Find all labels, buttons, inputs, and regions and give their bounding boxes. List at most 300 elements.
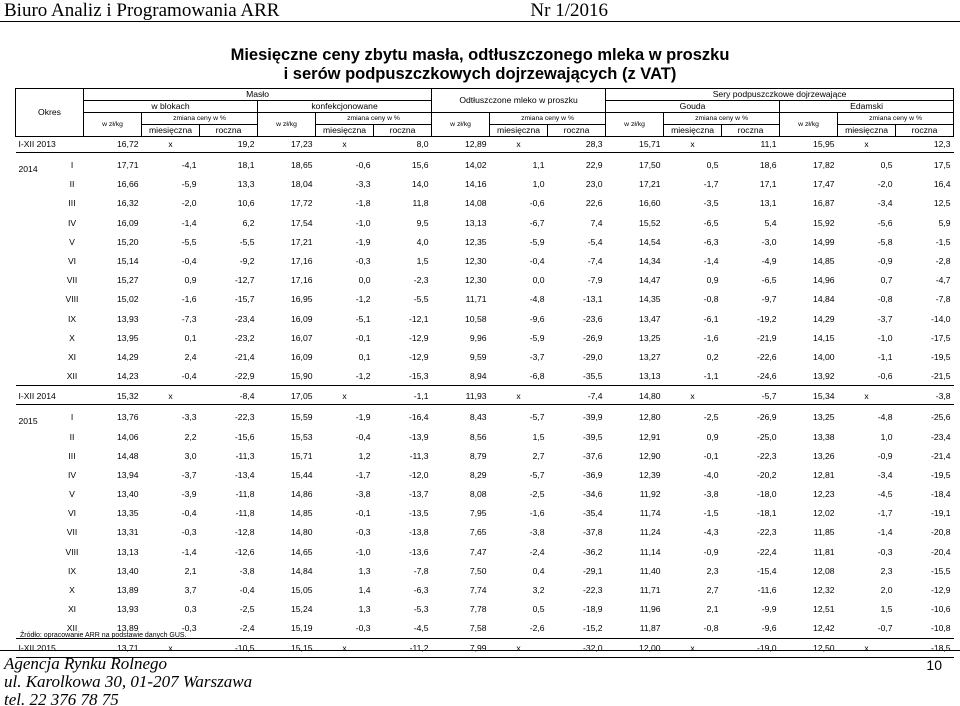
col-header-mleko: Odtłuszczone mleko w proszku bbox=[432, 89, 606, 113]
table-cell: -6,5 bbox=[703, 217, 719, 228]
table-cell: 13,26 bbox=[813, 450, 835, 461]
table-cell: -4,9 bbox=[761, 256, 777, 267]
table-cell: -19,1 bbox=[931, 508, 951, 519]
table-cell: 13,89 bbox=[117, 585, 139, 596]
table-cell: 5,4 bbox=[764, 217, 777, 228]
table-cell: -2,8 bbox=[935, 256, 951, 267]
table-cell: 12,00 bbox=[639, 643, 661, 654]
table-cell: 14,80 bbox=[639, 391, 661, 401]
table-cell: -7,8 bbox=[413, 565, 429, 576]
table-cell: -13,4 bbox=[234, 469, 255, 480]
table-cell: 0,9 bbox=[184, 275, 197, 286]
period-label: I-XII 2013 bbox=[18, 139, 56, 149]
table-cell: x bbox=[168, 391, 173, 401]
table-row bbox=[16, 523, 954, 542]
table-cell: -29,1 bbox=[582, 565, 603, 576]
month-label: VIII bbox=[65, 546, 79, 557]
table-cell: 8,79 bbox=[469, 450, 487, 461]
period-label: I-XII 2015 bbox=[18, 643, 56, 654]
table-row bbox=[16, 427, 954, 446]
table-cell: x bbox=[168, 139, 173, 149]
table-cell: -3,0 bbox=[761, 236, 777, 247]
table-cell: -4,5 bbox=[413, 623, 429, 634]
table-cell: 0,7 bbox=[880, 275, 893, 286]
table-cell: 14,00 bbox=[813, 351, 835, 362]
table-cell: -1,1 bbox=[413, 391, 429, 401]
table-cell: -0,1 bbox=[355, 332, 371, 343]
table-cell: 14,35 bbox=[639, 294, 661, 305]
table-cell: x bbox=[864, 139, 869, 149]
page-number: 10 bbox=[926, 657, 942, 673]
table-cell: 0,1 bbox=[184, 332, 197, 343]
year-label: 2014 bbox=[18, 163, 38, 174]
table-cell: -0,9 bbox=[877, 256, 893, 267]
table-cell: -1,5 bbox=[935, 236, 951, 247]
table-cell: -9,6 bbox=[529, 313, 545, 324]
table-cell: -3,8 bbox=[703, 489, 719, 500]
table-cell: 13,1 bbox=[759, 198, 777, 209]
table-cell: -15,3 bbox=[408, 370, 429, 381]
table-cell: 14,86 bbox=[291, 489, 313, 500]
table-cell: -10,5 bbox=[234, 643, 255, 654]
table-cell: 2,0 bbox=[880, 585, 893, 596]
table-row bbox=[16, 465, 954, 484]
table-cell: -22,3 bbox=[756, 527, 777, 538]
table-cell: 2,7 bbox=[532, 450, 545, 461]
table-cell: -3,5 bbox=[703, 198, 719, 209]
table-cell: 11,1 bbox=[760, 139, 777, 149]
month-label: VI bbox=[67, 508, 77, 519]
month-label: IX bbox=[67, 565, 77, 576]
table-cell: -1,2 bbox=[355, 370, 371, 381]
table-row bbox=[16, 232, 954, 251]
table-cell: -5,1 bbox=[355, 313, 371, 324]
table-cell: 15,44 bbox=[291, 469, 313, 480]
table-cell: -1,6 bbox=[529, 508, 545, 519]
month-label: XI bbox=[67, 604, 77, 615]
table-cell: 1,3 bbox=[358, 604, 371, 615]
table-cell: -2,5 bbox=[529, 489, 545, 500]
table-cell: -5,8 bbox=[877, 236, 893, 247]
table-cell: -1,9 bbox=[355, 412, 371, 423]
table-cell: 3,0 bbox=[184, 450, 197, 461]
table-cell: -1,1 bbox=[877, 351, 893, 362]
table-cell: -21,9 bbox=[756, 332, 777, 343]
table-cell: 14,29 bbox=[117, 351, 139, 362]
table-cell: -22,3 bbox=[234, 412, 255, 423]
month-label: XII bbox=[66, 370, 78, 381]
table-cell: 15,02 bbox=[117, 294, 139, 305]
table-cell: -11,8 bbox=[235, 489, 255, 500]
table-cell: -3,7 bbox=[877, 313, 893, 324]
table-cell: -7,9 bbox=[587, 275, 603, 286]
table-cell: -0,8 bbox=[703, 294, 719, 305]
table-cell: -1,1 bbox=[703, 370, 719, 381]
table-cell: -0,6 bbox=[355, 160, 371, 171]
table-cell: 1,2 bbox=[358, 450, 371, 461]
table-cell: -5,3 bbox=[413, 604, 429, 615]
table-cell: 17,1 bbox=[759, 179, 777, 190]
table-cell: 14,65 bbox=[291, 546, 313, 557]
table-cell: -6,3 bbox=[413, 585, 429, 596]
table-cell: -1,6 bbox=[703, 332, 719, 343]
table-cell: 14,0 bbox=[411, 179, 429, 190]
table-cell: 6,2 bbox=[242, 217, 255, 228]
table-cell: 1,5 bbox=[532, 431, 545, 442]
table-cell: -15,4 bbox=[756, 565, 777, 576]
table-cell: 15,71 bbox=[291, 450, 313, 461]
table-cell: -3,3 bbox=[181, 412, 197, 423]
table-cell: 1,1 bbox=[532, 160, 545, 171]
footer-address: ul. Karolkowa 30, 01-207 Warszawa bbox=[4, 672, 253, 691]
table-cell: -29,0 bbox=[582, 351, 603, 362]
table-cell: 12,23 bbox=[813, 489, 835, 500]
table-cell: 16,09 bbox=[291, 351, 313, 362]
month-label: I bbox=[70, 412, 74, 423]
month-label: III bbox=[68, 198, 76, 209]
table-cell: -2,5 bbox=[703, 412, 719, 423]
table-cell: -0,7 bbox=[877, 623, 893, 634]
table-cell: 15,92 bbox=[813, 217, 835, 228]
table-cell: -12,0 bbox=[408, 469, 429, 480]
table-cell: 18,1 bbox=[237, 160, 255, 171]
table-cell: 15,34 bbox=[813, 391, 835, 401]
table-cell: -1,6 bbox=[181, 294, 197, 305]
month-label: VIII bbox=[65, 294, 79, 305]
table-cell: -12,1 bbox=[408, 313, 429, 324]
table-cell: -5,7 bbox=[761, 391, 777, 401]
table-cell: 0,5 bbox=[706, 160, 719, 171]
table-row bbox=[16, 542, 954, 561]
table-cell: 0,1 bbox=[358, 351, 371, 362]
table-row bbox=[16, 175, 954, 194]
table-cell: -39,5 bbox=[582, 431, 603, 442]
table-cell: 11,87 bbox=[639, 623, 661, 634]
table-cell: -0,4 bbox=[181, 508, 197, 519]
table-title-line-2: i serów podpuszczkowych dojrzewających (z VAT) bbox=[283, 65, 677, 83]
table-cell: 1,0 bbox=[532, 179, 545, 190]
table-cell: 8,29 bbox=[469, 469, 487, 480]
month-label: II bbox=[69, 179, 75, 190]
table-cell: -37,8 bbox=[582, 527, 603, 538]
table-cell: 14,48 bbox=[117, 450, 139, 461]
table-cell: 1,4 bbox=[358, 585, 371, 596]
table-body bbox=[16, 137, 954, 661]
table-cell: 13,71 bbox=[117, 643, 139, 654]
table-cell: -3,7 bbox=[529, 351, 545, 362]
table-cell: 0,3 bbox=[184, 604, 197, 615]
table-cell: 0,9 bbox=[706, 431, 719, 442]
table-cell: -0,6 bbox=[529, 198, 545, 209]
table-row bbox=[16, 213, 954, 232]
table-cell: -22,6 bbox=[756, 351, 777, 362]
table-cell: 13,3 bbox=[237, 179, 255, 190]
table-cell: 13,40 bbox=[117, 489, 139, 500]
table-cell: 11,24 bbox=[639, 527, 661, 538]
table-cell: -1,7 bbox=[703, 179, 719, 190]
table-cell: 0,4 bbox=[532, 565, 545, 576]
table-cell: 14,99 bbox=[813, 236, 835, 247]
table-cell: 17,21 bbox=[291, 236, 313, 247]
table-cell: x bbox=[342, 139, 347, 149]
table-cell: x bbox=[516, 643, 521, 654]
table-cell: 12,42 bbox=[813, 623, 835, 634]
table-cell: -3,8 bbox=[355, 489, 371, 500]
table-cell: -5,5 bbox=[413, 294, 429, 305]
col-header-zmiana: zmiana ceny w % bbox=[838, 113, 954, 125]
table-cell: -12,9 bbox=[408, 351, 429, 362]
col-header-roczna: roczna bbox=[548, 125, 606, 137]
table-cell: -17,5 bbox=[931, 332, 951, 343]
table-cell: -15,2 bbox=[582, 623, 603, 634]
table-cell: 8,0 bbox=[416, 139, 429, 149]
table-cell: -8,4 bbox=[239, 391, 255, 401]
table-cell: 12,08 bbox=[813, 565, 835, 576]
col-header-unit: w zł/kg bbox=[432, 113, 490, 137]
table-cell: -4,8 bbox=[529, 294, 545, 305]
table-cell: -1,4 bbox=[181, 217, 197, 228]
table-cell: 16,72 bbox=[117, 139, 139, 149]
table-cell: -9,7 bbox=[761, 294, 777, 305]
table-row bbox=[16, 328, 954, 347]
table-cell: -22,3 bbox=[582, 585, 603, 596]
table-cell: 12,80 bbox=[639, 412, 661, 423]
table-cell: -26,9 bbox=[582, 332, 603, 343]
table-cell: -0,9 bbox=[877, 450, 893, 461]
table-cell: -1,4 bbox=[877, 527, 893, 538]
table-cell: 11,14 bbox=[639, 546, 661, 557]
table-cell: 12,35 bbox=[465, 236, 487, 247]
table-cell: 7,99 bbox=[469, 643, 487, 654]
table-cell: 11,81 bbox=[813, 546, 835, 557]
table-cell: -0,4 bbox=[529, 256, 545, 267]
table-cell: -3,8 bbox=[935, 391, 951, 401]
table-cell: -0,3 bbox=[181, 623, 197, 634]
table-cell: 17,82 bbox=[813, 160, 835, 171]
table-cell: -3,8 bbox=[529, 527, 545, 538]
table-cell: -5,5 bbox=[181, 236, 197, 247]
table-cell: -0,3 bbox=[181, 527, 197, 538]
table-cell: 13,13 bbox=[465, 217, 487, 228]
prices-table bbox=[15, 88, 954, 660]
table-cell: 14,85 bbox=[813, 256, 835, 267]
table-cell: 13,89 bbox=[117, 623, 139, 634]
table-cell: -1,4 bbox=[703, 256, 719, 267]
table-cell: -23,6 bbox=[582, 313, 603, 324]
table-cell: 13,25 bbox=[639, 332, 661, 343]
source-note: Źródło: opracowanie ARR na podstawie danych GUS. bbox=[20, 632, 187, 639]
table-cell: -36,9 bbox=[582, 469, 603, 480]
table-cell: -7,4 bbox=[587, 256, 603, 267]
table-row bbox=[16, 367, 954, 386]
table-cell: 14,34 bbox=[639, 256, 661, 267]
month-label: XII bbox=[66, 623, 78, 634]
col-header-konfekcjonowane: konfekcjonowane bbox=[258, 101, 432, 113]
table-cell: 12,90 bbox=[639, 450, 661, 461]
table-cell: -5,7 bbox=[529, 412, 545, 423]
table-cell: 13,13 bbox=[117, 546, 139, 557]
table-cell: -0,4 bbox=[355, 431, 371, 442]
table-cell: -0,6 bbox=[877, 370, 893, 381]
table-cell: 0,0 bbox=[358, 275, 371, 286]
table-cell: -39,9 bbox=[582, 412, 603, 423]
table-cell: 2,3 bbox=[880, 565, 893, 576]
table-cell: 7,78 bbox=[469, 604, 487, 615]
table-cell: -23,4 bbox=[234, 313, 255, 324]
table-cell: -26,9 bbox=[756, 412, 777, 423]
table-cell: 17,72 bbox=[291, 198, 313, 209]
month-label: X bbox=[69, 585, 75, 596]
table-cell: -2,6 bbox=[529, 623, 545, 634]
table-cell: 12,81 bbox=[813, 469, 835, 480]
table-cell: 13,94 bbox=[117, 469, 139, 480]
table-cell: -12,9 bbox=[931, 585, 951, 596]
table-cell: 11,74 bbox=[639, 508, 661, 519]
table-cell: 17,21 bbox=[639, 179, 661, 190]
table-cell: -12,9 bbox=[408, 332, 429, 343]
table-cell: 0,0 bbox=[532, 275, 545, 286]
table-cell: 4,0 bbox=[416, 236, 429, 247]
table-cell: 8,43 bbox=[469, 412, 487, 423]
table-cell: -0,8 bbox=[877, 294, 893, 305]
table-cell: 16,4 bbox=[933, 179, 951, 190]
table-cell: -7,4 bbox=[587, 391, 603, 401]
table-cell: 2,1 bbox=[184, 565, 197, 576]
table-cell: 13,38 bbox=[813, 431, 835, 442]
table-cell: -6,7 bbox=[529, 217, 545, 228]
table-cell: -15,6 bbox=[234, 431, 255, 442]
table-cell: -34,6 bbox=[582, 489, 603, 500]
table-cell: 13,76 bbox=[117, 412, 139, 423]
col-header-roczna: roczna bbox=[374, 125, 432, 137]
table-cell: -2,4 bbox=[529, 546, 545, 557]
table-cell: -19,5 bbox=[931, 469, 951, 480]
table-cell: -15,7 bbox=[234, 294, 255, 305]
table-cell: x bbox=[342, 391, 347, 401]
table-cell: -22,9 bbox=[234, 370, 255, 381]
table-cell: -0,3 bbox=[355, 623, 371, 634]
table-cell: -11,3 bbox=[409, 450, 429, 461]
table-cell: -1,9 bbox=[355, 236, 371, 247]
table-cell: 16,32 bbox=[117, 198, 139, 209]
month-label: IX bbox=[67, 313, 77, 324]
table-cell: 11,71 bbox=[465, 294, 487, 305]
col-header-gouda: Gouda bbox=[606, 101, 780, 113]
summary-row bbox=[16, 389, 954, 405]
table-cell: 14,02 bbox=[465, 160, 487, 171]
table-cell: 3,2 bbox=[532, 585, 545, 596]
col-header-miesieczna: miesięczna bbox=[490, 125, 548, 137]
table-row bbox=[16, 504, 954, 523]
table-cell: 15,20 bbox=[117, 236, 139, 247]
table-cell: -0,4 bbox=[181, 370, 197, 381]
col-header-zmiana: zmiana ceny w % bbox=[664, 113, 780, 125]
table-cell: 14,84 bbox=[813, 294, 835, 305]
month-label: VII bbox=[66, 275, 78, 286]
table-cell: 28,3 bbox=[585, 139, 603, 149]
table-row bbox=[16, 290, 954, 309]
table-cell: -1,7 bbox=[355, 469, 371, 480]
table-cell: 12,91 bbox=[639, 431, 661, 442]
col-header-miesieczna: miesięczna bbox=[838, 125, 896, 137]
table-cell: 16,60 bbox=[639, 198, 661, 209]
table-cell: -9,6 bbox=[761, 623, 777, 634]
table-cell: 12,5 bbox=[933, 198, 951, 209]
month-label: V bbox=[69, 236, 75, 247]
col-header-zmiana: zmiana ceny w % bbox=[142, 113, 258, 125]
table-cell: 14,47 bbox=[639, 275, 661, 286]
table-cell: 9,5 bbox=[416, 217, 429, 228]
table-cell: -20,2 bbox=[756, 469, 777, 480]
table-cell: -5,9 bbox=[529, 236, 545, 247]
table-row bbox=[16, 561, 954, 580]
table-cell: -18,5 bbox=[931, 643, 951, 654]
col-header-miesieczna: miesięczna bbox=[142, 125, 200, 137]
col-header-unit: w zł/kg bbox=[606, 113, 664, 137]
table-cell: 0,9 bbox=[706, 275, 719, 286]
table-cell: 15,71 bbox=[639, 139, 661, 149]
table-cell: -4,5 bbox=[877, 489, 893, 500]
table-cell: -10,8 bbox=[931, 623, 951, 634]
table-cell: 12,02 bbox=[813, 508, 835, 519]
table-cell: x bbox=[342, 643, 347, 654]
footer-agency: Agencja Rynku Rolnego bbox=[4, 654, 168, 673]
table-cell: -1,4 bbox=[181, 546, 197, 557]
table-cell: 1,5 bbox=[880, 604, 893, 615]
table-cell: -11,6 bbox=[757, 585, 777, 596]
table-cell: 16,66 bbox=[117, 179, 139, 190]
table-cell: -0,8 bbox=[703, 623, 719, 634]
table-cell: -4,0 bbox=[703, 469, 719, 480]
table-cell: 7,47 bbox=[469, 546, 487, 557]
table-cell: -25,0 bbox=[756, 431, 777, 442]
table-cell: 7,50 bbox=[469, 565, 487, 576]
table-cell: -1,7 bbox=[877, 508, 893, 519]
month-label: VII bbox=[66, 527, 78, 538]
table-cell: -4,7 bbox=[935, 275, 951, 286]
table-cell: x bbox=[168, 643, 173, 654]
month-label: VI bbox=[67, 256, 77, 267]
table-cell: 7,65 bbox=[469, 527, 487, 538]
table-cell: -2,0 bbox=[181, 198, 197, 209]
table-cell: 0,5 bbox=[880, 160, 893, 171]
table-cell: 17,16 bbox=[291, 275, 313, 286]
table-cell: -2,5 bbox=[239, 604, 255, 615]
table-cell: 18,04 bbox=[291, 179, 313, 190]
table-cell: -14,0 bbox=[931, 313, 951, 324]
month-label: I bbox=[70, 160, 74, 171]
table-cell: 12,50 bbox=[813, 643, 835, 654]
table-cell: 5,9 bbox=[938, 217, 951, 228]
table-cell: 12,30 bbox=[465, 256, 487, 267]
table-cell: 13,93 bbox=[117, 313, 139, 324]
table-cell: 7,95 bbox=[469, 508, 487, 519]
table-cell: -2,0 bbox=[877, 179, 893, 190]
table-cell: -7,8 bbox=[935, 294, 951, 305]
table-cell: 15,24 bbox=[291, 604, 313, 615]
summary-row bbox=[16, 137, 954, 153]
col-header-miesieczna: miesięczna bbox=[664, 125, 722, 137]
table-cell: -4,3 bbox=[703, 527, 719, 538]
table-cell: -0,1 bbox=[703, 450, 719, 461]
table-cell: -0,3 bbox=[877, 546, 893, 557]
header-issue-number: Nr 1/2016 bbox=[530, 0, 608, 21]
table-cell: 14,80 bbox=[291, 527, 313, 538]
table-cell: 17,16 bbox=[291, 256, 313, 267]
table-cell: -1,0 bbox=[877, 332, 893, 343]
table-cell: -9,2 bbox=[239, 256, 255, 267]
table-cell: 14,23 bbox=[117, 370, 139, 381]
